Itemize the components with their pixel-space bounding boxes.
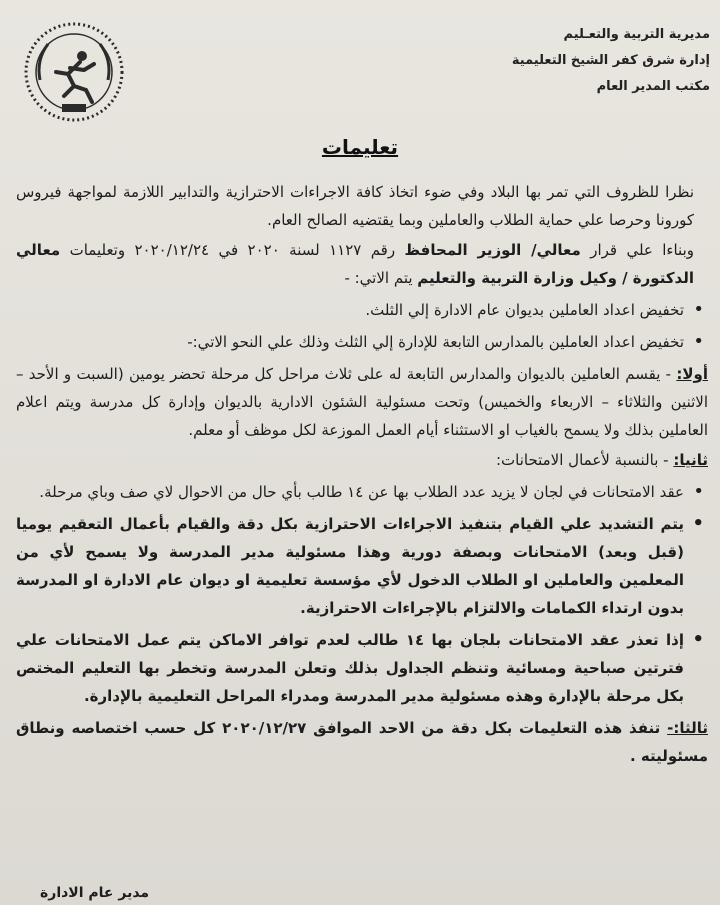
- header-directorate: مديرية التربية والتعـليم: [563, 27, 710, 42]
- list-item: • يتم التشديد علي القيام بتنفيذ الاجراءات الاحترازية بكل دقة والقيام بأعمال التعقيم يوميا (قبل وبعد) الامتحانات وبصفة دورية وهذا مسئولية مدير المدرسة ولا يسمح لأي من المعلمين والعاملين او الطلاب الدخول لأي مؤسسة تعليمية او ديوان عام الادارة او المدرسة بدون ارتداء الكمامات والالتزام بالإجراءات الاحترازية.: [16, 510, 708, 622]
- letterhead: [410, 22, 710, 100]
- list-item: • تخفيض اعداد العاملين بديوان عام الادارة إلي الثلث.: [16, 296, 708, 324]
- header-administration: إدارة شرق كفر الشيخ التعليمية: [511, 53, 710, 68]
- document-body: [16, 178, 708, 772]
- runner-emblem-icon: [22, 20, 126, 124]
- header-office: مكتب المدير العام: [596, 79, 710, 94]
- section-first: أولا: - يقسم العاملين بالديوان والمدارس التابعة له على ثلاث مراحل كل مرحلة تحضر يومين (السبت و الأحد – الاثنين والثلاثاء – الاربعاء والخميس) وتحت مسئولية الشئون الادارية بالديوان وإدارة كل مدرسة ويتم اعلام العاملين بذلك ولا يسمح بالغياب او الاستثناء أيام العمل الموزعة لكل موظف أو معلم.: [16, 365, 708, 439]
- decision-paragraph: وبناءا علي قرار معالي/ الوزير المحافظ رقم ١١٢٧ لسنة ٢٠٢٠ في ٢٠٢٠/١٢/٢٤ وتعليمات معالي الدكتورة / وكيل وزارة التربية والتعليم يتم الاتي: -: [16, 241, 695, 287]
- list-item: • عقد الامتحانات في لجان لا يزيد عدد الطلاب بها عن ١٤ طالب بأي حال من الاحوال لاي صف وباي مرحلة.: [16, 478, 708, 506]
- section-second: ثانيا: - بالنسبة لأعمال الامتحانات:: [495, 451, 708, 469]
- list-item: • تخفيض اعداد العاملين بالمدارس التابعة للإدارة إلي الثلث وذلك علي النحو الاتي:-: [16, 328, 708, 356]
- page-title: تعليمات: [321, 135, 399, 159]
- list-item: • إذا تعذر عقد الامتحانات بلجان بها ١٤ طالب لعدم توافر الاماكن يتم عمل الامتحانات علي فترتين صباحية ومسائية وتنظم الجداول بذلك وتعلن المدرسة وتخطر بها التعليم المختص بكل مرحلة بالإدارة وهذه مسئولية مدير المدرسة ومدراء المراحل التعليمية بالإدارة.: [16, 626, 708, 710]
- intro-paragraph: نظرا للظروف التي تمر بها البلاد وفي ضوء اتخاذ كافة الاجراءات الاحترازية والتدابير اللازمة لمواجهة فيروس كورونا وحرصا علي حماية الطلاب والعاملين وبما يقتضيه الصالح العام.: [16, 183, 694, 229]
- signature-label: مدير عام الادارة: [40, 885, 150, 901]
- section-third: ثالثا:- تنفذ هذه التعليمات بكل دقة من الاحد الموافق ٢٠٢٠/١٢/٢٧ كل حسب اختصاصه ونطاق مسئوليته .: [16, 719, 708, 765]
